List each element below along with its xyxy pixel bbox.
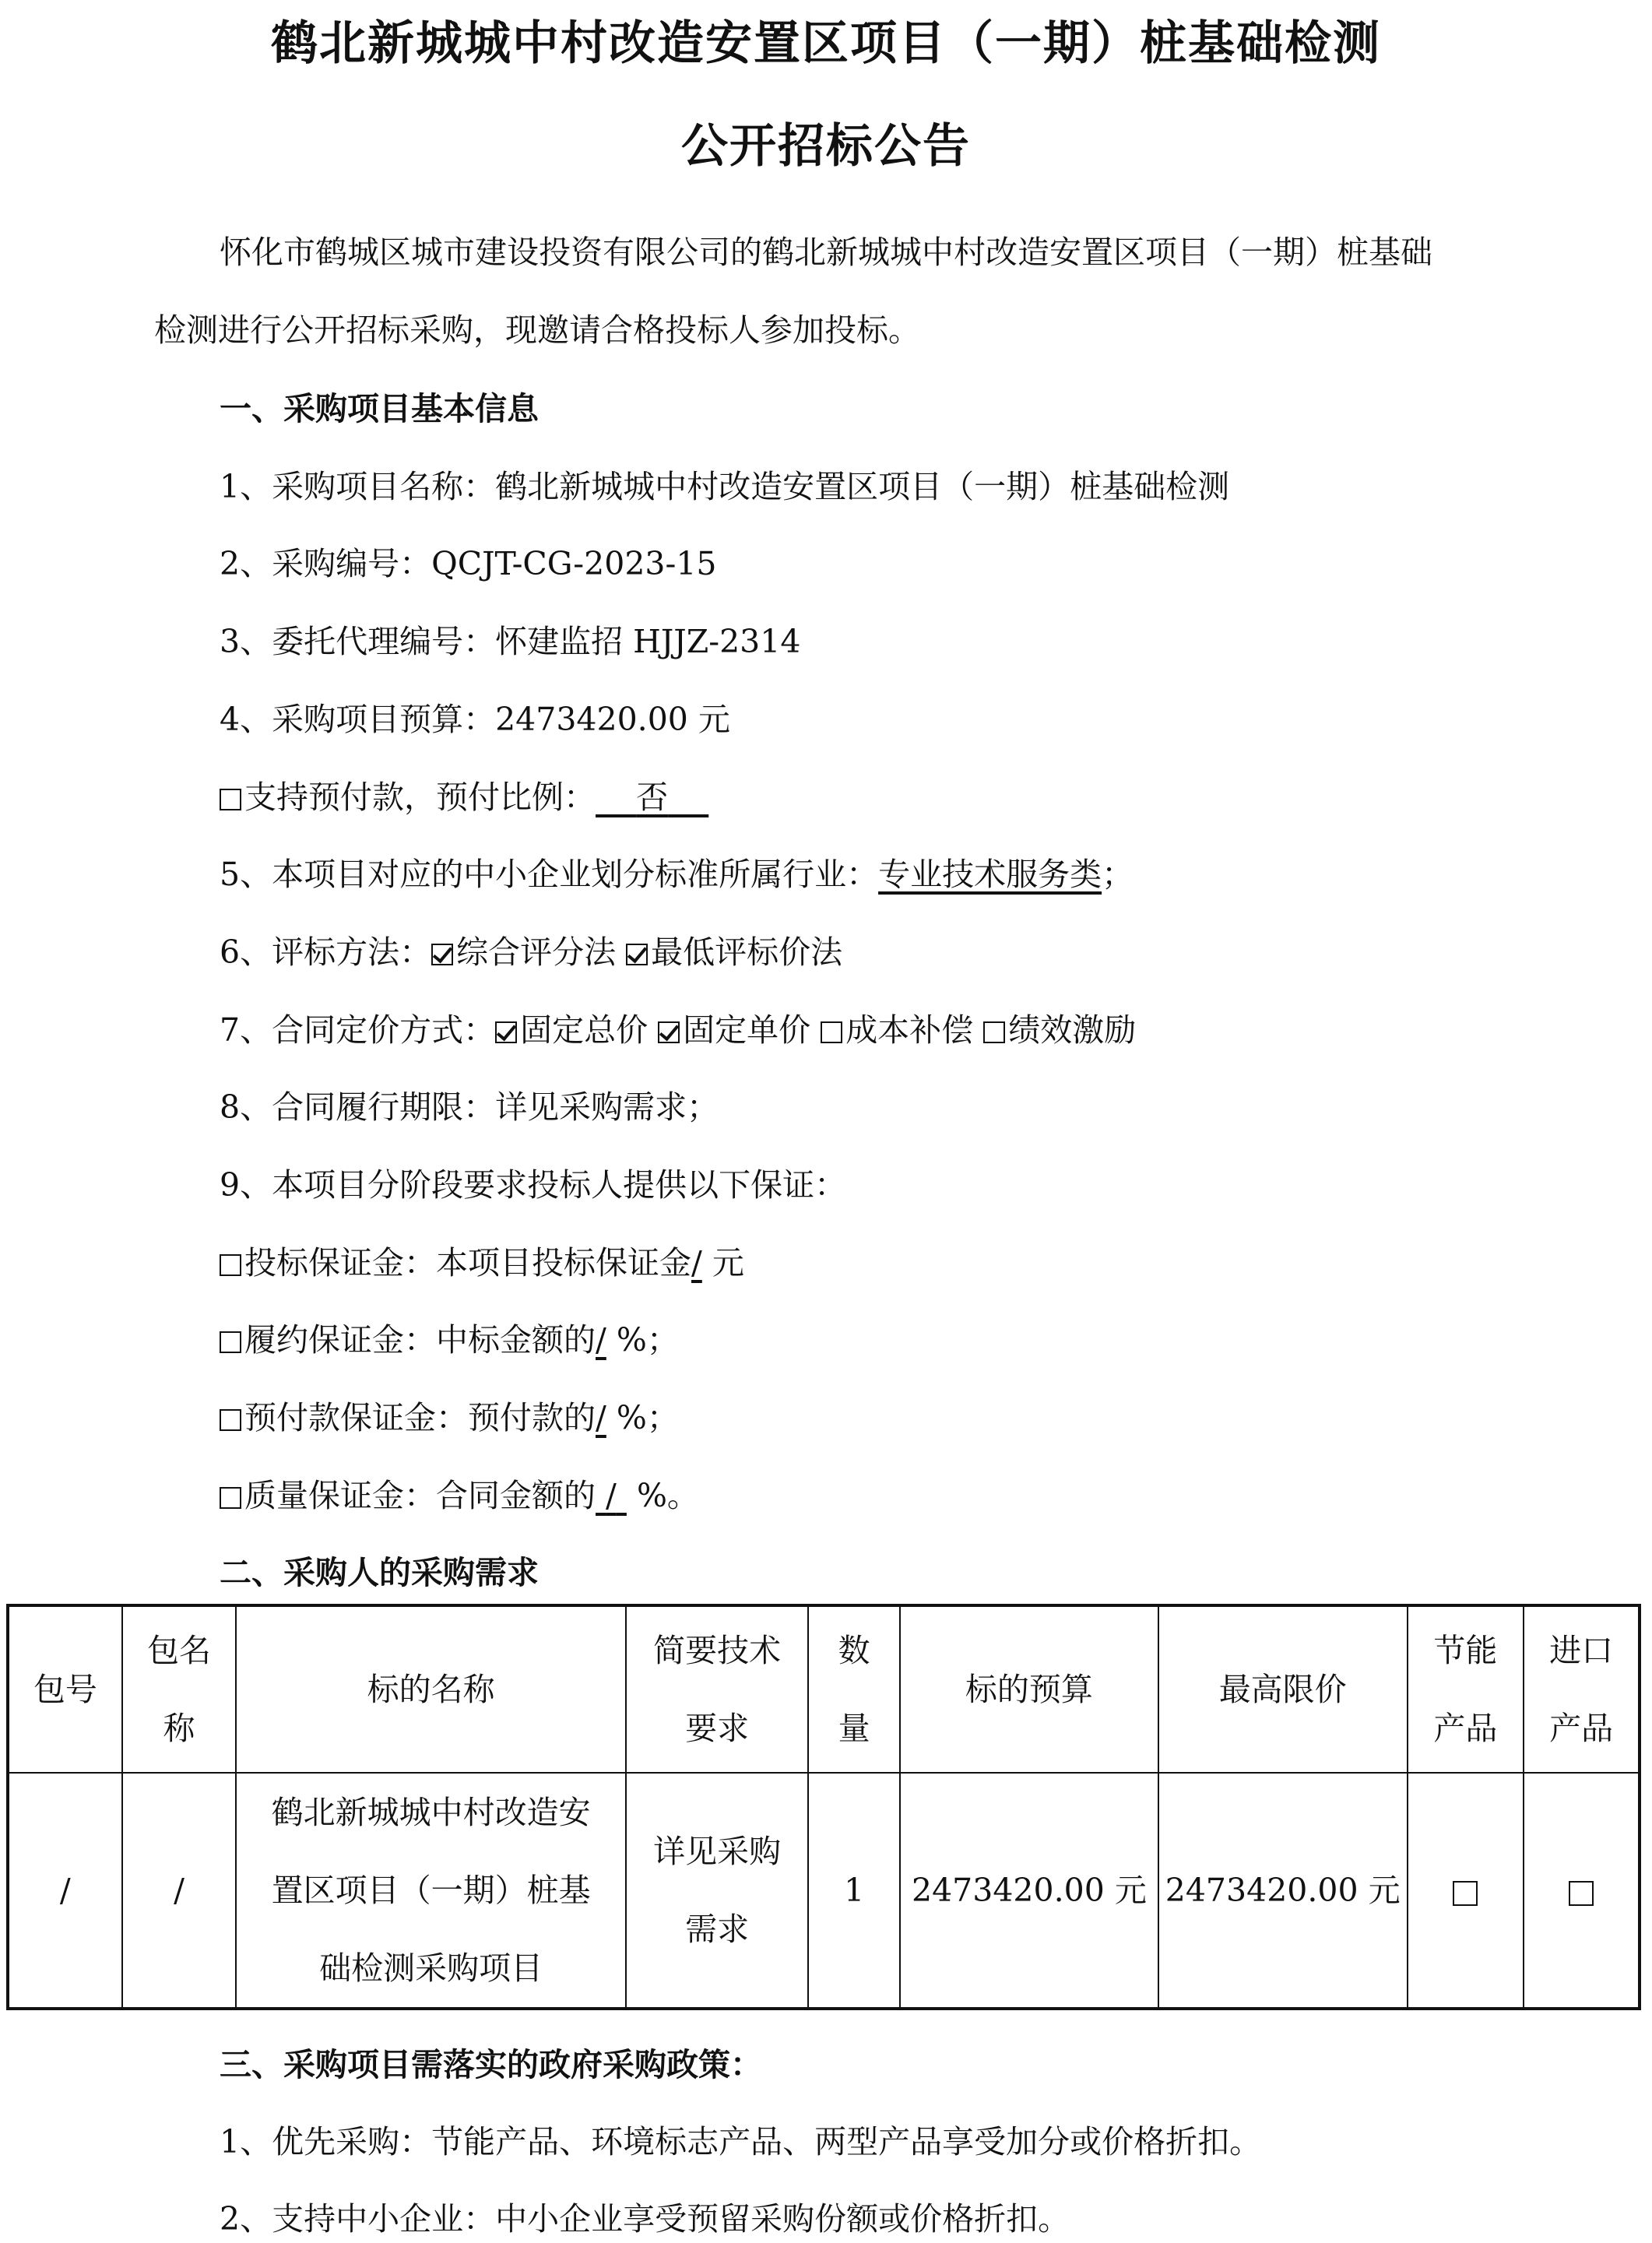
intro-line2: 检测进行公开招标采购，现邀请合格投标人参加投标。 [154, 311, 920, 349]
cell-pkg-name: / [122, 1773, 237, 2009]
prepay-value: 否 [636, 779, 669, 816]
prepay-line [220, 779, 708, 816]
header-budget: 标的预算 [900, 1605, 1158, 1773]
performance-guarantee-checkbox[interactable] [220, 1331, 241, 1353]
header-pkg-name: 包名 称 [122, 1605, 237, 1773]
cell-item-name: 鹤北新城城中村改造安 置区项目（一期）桩基 础检测采购项目 [236, 1773, 626, 2009]
doc-title-line2: 公开招标公告 [681, 119, 971, 174]
fixed-unit-checkbox[interactable] [658, 1021, 680, 1043]
fixed-total-checkbox[interactable] [495, 1021, 517, 1043]
doc-title-line1: 鹤北新城城中村改造安置区项目（一期）桩基础检测 [271, 16, 1381, 71]
comprehensive-score-checkbox[interactable] [431, 944, 453, 965]
item4-budget: 4、采购项目预算：2473420.00 元 [220, 701, 730, 738]
performance-incentive-checkbox[interactable] [983, 1021, 1005, 1043]
cell-energy-product [1408, 1773, 1524, 2009]
header-pkg-no: 包号 [8, 1605, 122, 1773]
header-tech-req: 简要技术 要求 [626, 1605, 808, 1773]
lowest-price-checkbox[interactable] [626, 944, 648, 965]
prepayment-guarantee-checkbox[interactable] [220, 1409, 241, 1431]
policy-item2: 2、支持中小企业：中小企业享受预留采购份额或价格折扣。 [220, 2200, 1070, 2238]
section1-heading: 一、采购项目基本信息 [220, 390, 539, 427]
item9-guarantees: 9、本项目分阶段要求投标人提供以下保证： [220, 1166, 847, 1204]
table-row [8, 1773, 1640, 2009]
item1-project-name: 1、采购项目名称：鹤北新城城中村改造安置区项目（一期）桩基础检测 [220, 468, 1230, 505]
item6-evaluation-method: 6、评标方法： 综合评分法 最低评标价法 [220, 933, 843, 971]
cell-quantity: 1 [808, 1773, 900, 2009]
header-energy-product: 节能 产品 [1408, 1605, 1524, 1773]
cell-budget: 2473420.00 元 [900, 1773, 1158, 2009]
cell-import-product [1524, 1773, 1640, 2009]
energy-product-checkbox[interactable] [1453, 1881, 1478, 1906]
bid-guarantee-checkbox[interactable] [220, 1254, 241, 1276]
item5-industry: 5、本项目对应的中小企业划分标准所属行业：专业技术服务类； [220, 856, 1134, 893]
header-quantity: 数 量 [808, 1605, 900, 1773]
section2-heading: 二、采购人的采购需求 [220, 1554, 539, 1591]
section3-heading: 三、采购项目需落实的政府采购政策： [220, 2046, 762, 2083]
intro-line1: 怀化市鹤城区城市建设投资有限公司的鹤北新城城中村改造安置区项目（一期）桩基础 [220, 234, 1432, 271]
prepayment-guarantee-line: 预付款保证金：预付款的/ %； [220, 1402, 679, 1434]
cell-tech-req: 详见采购 需求 [626, 1773, 808, 2009]
table-header-row [8, 1605, 1640, 1773]
import-product-checkbox[interactable] [1569, 1881, 1594, 1906]
item7-pricing-method: 7、合同定价方式： 固定总价 固定单价 成本补偿 绩效激励 [220, 1011, 1137, 1049]
performance-guarantee-line: 履约保证金：中标金额的/ %； [220, 1324, 679, 1356]
bid-guarantee-line: 投标保证金：本项目投标保证金/ 元 [220, 1247, 744, 1279]
cell-max-price: 2473420.00 元 [1158, 1773, 1408, 2009]
requirements-table [6, 1604, 1641, 2010]
quality-guarantee-line: 质量保证金：合同金额的 / %。 [220, 1480, 699, 1512]
item8-contract-period: 8、合同履行期限：详见采购需求； [220, 1088, 719, 1126]
cost-compensation-checkbox[interactable] [821, 1021, 842, 1043]
header-max-price: 最高限价 [1158, 1605, 1408, 1773]
prepay-label: 支持预付款，预付比例： [244, 779, 596, 816]
industry-value: 专业技术服务类 [878, 856, 1102, 893]
item3-agent-no: 3、委托代理编号：怀建监招 HJJZ-2314 [220, 623, 801, 660]
policy-item1: 1、优先采购：节能产品、环境标志产品、两型产品享受加分或价格折扣。 [220, 2123, 1262, 2160]
header-import-product: 进口 产品 [1524, 1605, 1640, 1773]
header-item-name: 标的名称 [236, 1605, 626, 1773]
prepay-checkbox[interactable] [220, 789, 241, 810]
quality-guarantee-checkbox[interactable] [220, 1487, 241, 1509]
item2-procurement-no: 2、采购编号：QCJT-CG-2023-15 [220, 545, 717, 582]
cell-pkg-no: / [8, 1773, 122, 2009]
